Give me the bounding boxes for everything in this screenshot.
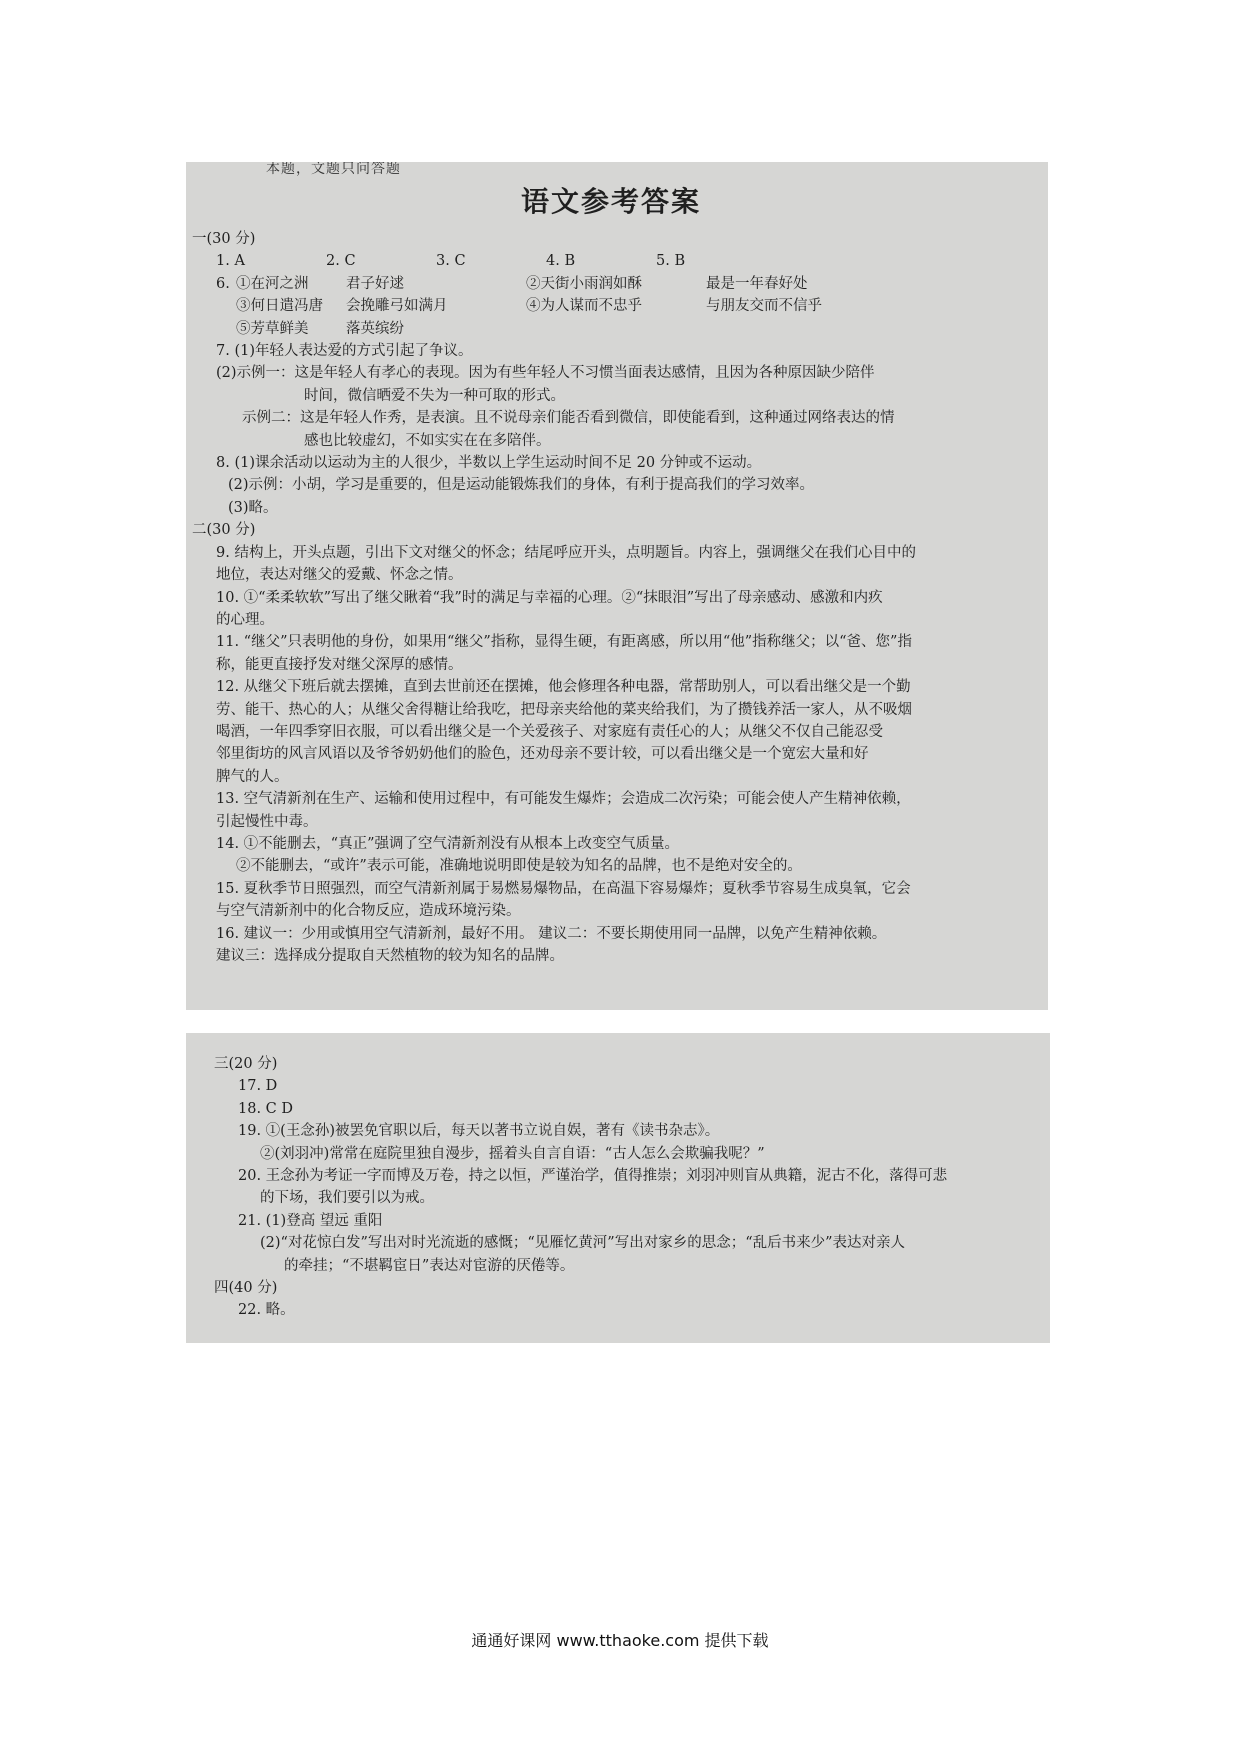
answer-line: 感也比较虚幻，不如实实在在多陪伴。	[304, 432, 551, 449]
answer-sheet-photo-1	[186, 162, 1048, 1010]
answer-q6-row	[192, 273, 1030, 295]
poem-line: 君子好逑	[346, 275, 404, 292]
answer-line: ②不能删去，“或许”表示可能，准确地说明即使是较为知名的品牌，也不是绝对安全的。	[236, 858, 802, 875]
answer-line: 9. 结构上，开头点题，引出下文对继父的怀念；结尾呼应开头，点明题旨。内容上，强调继父在我们心目中的	[216, 544, 916, 561]
page-title: 语文参考答案	[520, 185, 701, 218]
section-header: 四(40 分)	[214, 1280, 278, 1297]
answer-line: 10. ①“柔柔软软”写出了继父瞅着“我”时的满足与幸福的心理。②“抹眼泪”写出了母亲感动、感激和内疚	[216, 589, 883, 606]
poem-line: 会挽雕弓如满月	[346, 298, 448, 315]
answer-line: 建议三：选择成分提取自天然植物的较为知名的品牌。	[216, 948, 564, 964]
mc-answer: 3. C	[436, 253, 466, 270]
answer-line: 邻里街坊的风言风语以及爷爷奶奶他们的脸色，还劝母亲不要计较，可以看出继父是一个宽宏大量和好	[216, 746, 869, 763]
answer-line: 21. (1)登高 望远 重阳	[238, 1212, 383, 1229]
answer-line: 劳、能干、热心的人；从继父舍得糖让给我吃，把母亲夹给他的菜夹给我们，为了攒钱养活一家人，从不吸烟	[216, 701, 912, 718]
answer-line: 时间，微信晒爱不失为一种可取的形式。	[304, 387, 565, 404]
answer-line: 的下场，我们要引以为戒。	[260, 1190, 434, 1207]
section-header: 一(30 分)	[192, 231, 256, 247]
mc-answer: 2. C	[326, 253, 356, 270]
answer-line: 7. (1)年轻人表达爱的方式引起了争议。	[216, 343, 473, 360]
answer-line: 11. “继父”只表明他的身份，如果用“继父”指称，显得生硬，有距离感，所以用“他”指称继父；以“爸、您”指	[216, 634, 912, 651]
answer-line: (2)示例：小胡，学习是重要的，但是运动能锻炼我们的身体，有利于提高我们的学习效率。	[228, 477, 815, 494]
mc-answer: 1. A	[216, 253, 245, 270]
answer-q6-row	[192, 318, 1030, 340]
section-header: 三(20 分)	[214, 1056, 278, 1072]
download-footer: 通通好课网 www.tthaoke.com 提供下载	[471, 1631, 769, 1650]
answer-line: 20. 王念孙为考证一字而博及万卷，持之以恒，严谨治学，值得推崇；刘羽冲则盲从典籍，泥古不化，落得可悲	[238, 1168, 948, 1185]
answer-line: 称，能更直接抒发对继父深厚的感情。	[216, 656, 463, 673]
answer-line: (2)示例一：这是年轻人有孝心的表现。因为有些年轻人不习惯当面表达感情，且因为各种原因缺少陪伴	[216, 365, 875, 382]
answer-line: 的心理。	[216, 611, 274, 628]
poem-line: ④为人谋而不忠乎	[526, 298, 642, 315]
answer-line: (3)略。	[228, 499, 278, 516]
answer-line: 19. ①(王念孙)被罢免官职以后，每天以著书立说自娱，著有《读书杂志》。	[238, 1123, 720, 1140]
answer-line: 14. ①不能删去，“真正”强调了空气清新剂没有从根本上改变空气质量。	[216, 835, 679, 852]
poem-line: 与朋友交而不信乎	[706, 298, 822, 315]
answer-q6-row	[192, 295, 1030, 317]
answer-line: 引起慢性中毒。	[216, 813, 318, 830]
answer-line: 16. 建议一：少用或慎用空气清新剂，最好不用。 建议二：不要长期使用同一品牌，以免产生精神依赖。	[216, 925, 887, 942]
poem-line: ②天街小雨润如酥	[526, 275, 642, 292]
answer-line: 喝酒，一年四季穿旧衣服，可以看出继父是一个关爱孩子、对家庭有责任心的人；从继父不仅自己能忍受	[216, 723, 883, 740]
poem-line: ⑤芳草鲜美	[236, 320, 309, 337]
answer-line: 17. D	[238, 1078, 278, 1095]
answer-line: 8. (1)课余活动以运动为主的人很少，半数以上学生运动时间不足 20 分钟或不运动。	[216, 455, 762, 472]
poem-line: 最是一年春好处	[706, 275, 808, 292]
answer-line: (2)“对花惊白发”写出对时光流逝的感慨；“见雁忆黄河”写出对家乡的思念；“乱后书来少”表达对亲人	[260, 1235, 906, 1252]
answer-line: 的牵挂；“不堪羁宦日”表达对宦游的厌倦等。	[284, 1257, 575, 1274]
section-header: 二(30 分)	[192, 522, 256, 539]
answer-line: 13. 空气清新剂在生产、运输和使用过程中，有可能发生爆炸；会造成二次污染；可能会使人产生精神依赖，	[216, 791, 911, 808]
mc-answer: 5. B	[656, 253, 686, 270]
question-number: 6.	[216, 275, 230, 292]
cropped-top-text: 本题，文题只问答题	[266, 162, 401, 177]
mc-answer-row	[192, 250, 1030, 272]
answer-line: 15. 夏秋季节日照强烈，而空气清新剂属于易燃易爆物品，在高温下容易爆炸；夏秋季节容易生成臭氧，它会	[216, 880, 911, 897]
answer-line: 12. 从继父下班后就去摆摊，直到去世前还在摆摊，他会修理各种电器，常帮助别人，可以看出继父是一个勤	[216, 679, 911, 696]
mc-answer: 4. B	[546, 253, 576, 270]
answer-line: ②(刘羽冲)常常在庭院里独自漫步，摇着头自言自语：“古人怎么会欺骗我呢？”	[260, 1145, 765, 1162]
poem-line: ③何日遣冯唐	[236, 298, 323, 315]
answer-line: 脾气的人。	[216, 768, 289, 785]
answer-line: 18. C D	[238, 1100, 293, 1117]
answer-line: 与空气清新剂中的化合物反应，造成环境污染。	[216, 903, 521, 920]
answer-line: 地位，表达对继父的爱戴、怀念之情。	[216, 567, 463, 584]
answer-line: 示例二：这是年轻人作秀，是表演。且不说母亲们能否看到微信，即使能看到，这种通过网络表达的情	[242, 410, 895, 427]
answer-sheet-photo-2	[186, 1033, 1050, 1343]
answer-line: 22. 略。	[238, 1302, 295, 1319]
poem-line: 落英缤纷	[346, 320, 404, 337]
poem-line: ①在河之洲	[236, 275, 309, 292]
